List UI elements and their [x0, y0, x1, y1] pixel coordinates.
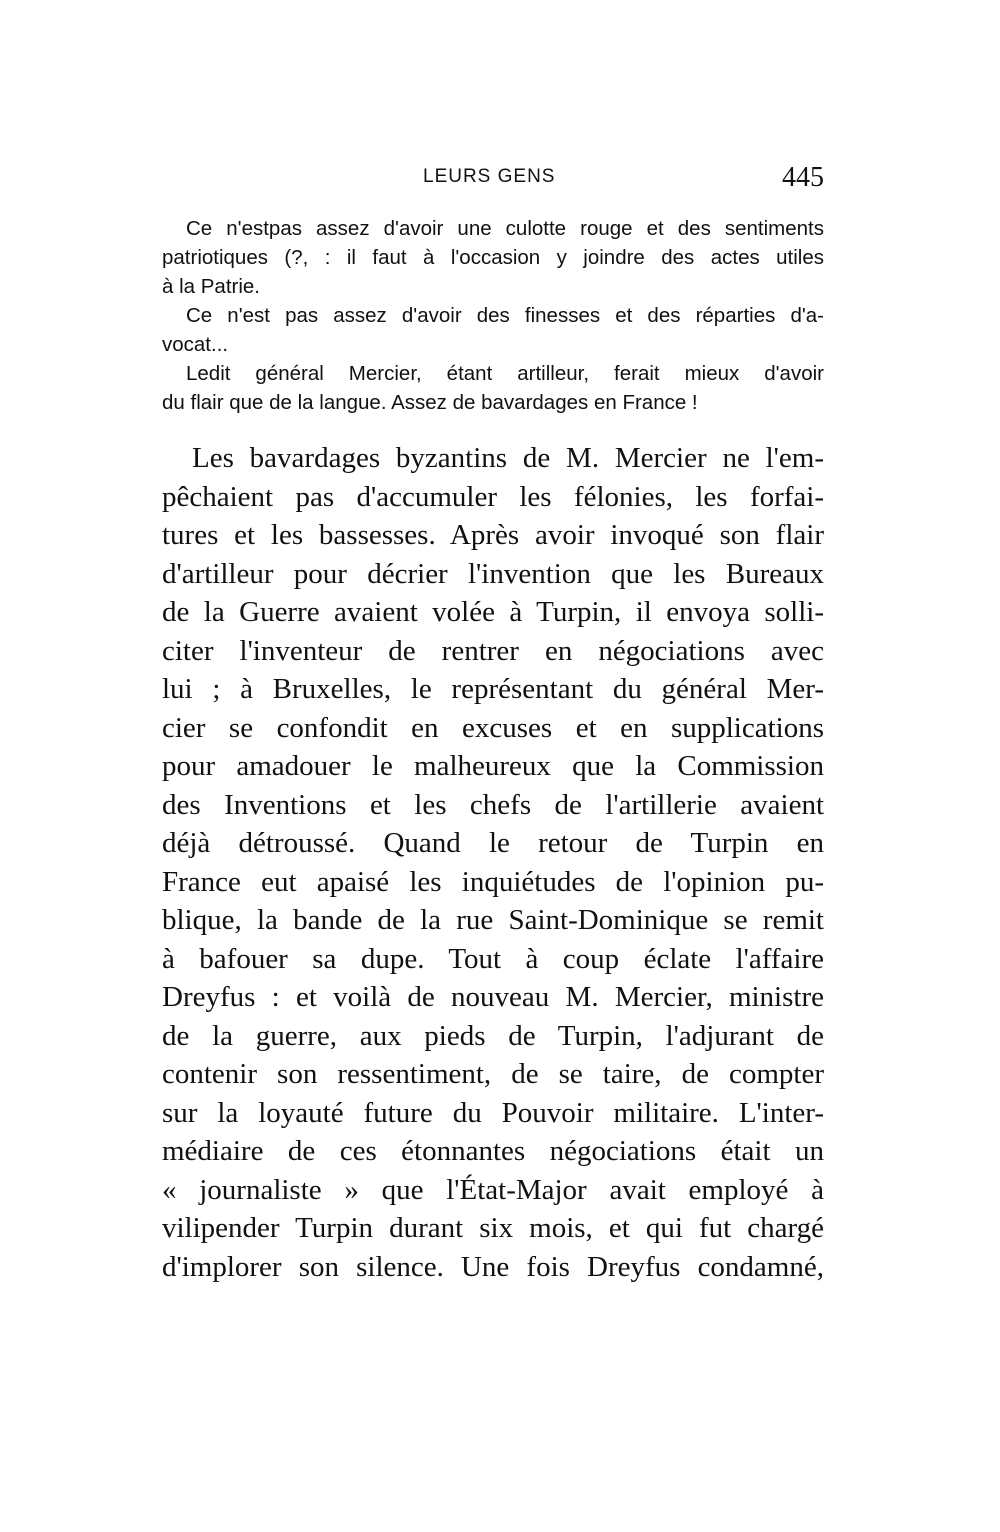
body-line: médiaire de ces étonnantes négociations était un: [162, 1135, 824, 1167]
quote-line: Ce n'estpas assez d'avoir une culotte rouge et des sentiments: [186, 217, 824, 240]
body-line: sur la loyauté future du Pouvoir militaire. L'inter-: [162, 1096, 824, 1129]
book-page: [162, 160, 824, 1286]
body-line: à bafouer sa dupe. Tout à coup éclate l'affaire: [162, 942, 824, 975]
body-line: Dreyfus : et voilà de nouveau M. Mercier, ministre: [162, 981, 824, 1013]
body-line: des Inventions et les chefs de l'artillerie avaient: [162, 788, 824, 821]
quote-line: vocat...: [162, 333, 229, 356]
quoted-passage: [162, 214, 824, 417]
quote-line: à la Patrie.: [162, 275, 260, 298]
body-line: France eut apaisé les inquiétudes de l'opinion pu-: [162, 865, 824, 898]
body-line: blique, la bande de la rue Saint-Dominique se remit: [162, 904, 824, 936]
page-number: 445: [782, 162, 824, 193]
body-line: contenir son ressentiment, de se taire, de compter: [162, 1058, 824, 1090]
body-line: déjà détroussé. Quand le retour de Turpin en: [162, 827, 824, 859]
quote-line: patriotiques (?, : il faut à l'occasion y joindre des actes utiles: [162, 246, 824, 269]
body-line: vilipender Turpin durant six mois, et qui fut chargé: [162, 1212, 824, 1244]
body-line: d'artilleur pour décrier l'invention que les Bureaux: [162, 557, 824, 590]
running-head: [162, 160, 824, 200]
quote-line: du flair que de la langue. Assez de bavardages en France !: [162, 391, 698, 414]
body-line: pêchaient pas d'accumuler les félonies, les forfai-: [162, 480, 824, 513]
body-line: « journaliste » que l'État-Major avait employé à: [162, 1173, 824, 1206]
quote-line: Ledit général Mercier, étant artilleur, ferait mieux d'avoir: [186, 362, 824, 385]
body-line: d'implorer son silence. Une fois Dreyfus condamné,: [162, 1250, 824, 1283]
quote-line: Ce n'est pas assez d'avoir des finesses et des réparties d'a-: [186, 304, 824, 327]
body-line: cier se confondit en excuses et en supplications: [162, 711, 824, 744]
body-text: [162, 439, 824, 1286]
running-title: LEURS GENS: [423, 166, 556, 187]
body-line: pour amadouer le malheureux que la Commission: [162, 750, 824, 782]
body-line: citer l'inventeur de rentrer en négociations avec: [162, 634, 824, 667]
body-line: tures et les bassesses. Après avoir invoqué son flair: [162, 519, 824, 551]
body-line: lui ; à Bruxelles, le représentant du général Mer-: [162, 673, 824, 705]
body-line: de la Guerre avaient volée à Turpin, il envoya solli-: [162, 596, 824, 628]
body-line: de la guerre, aux pieds de Turpin, l'adjurant de: [162, 1019, 824, 1052]
body-line: Les bavardages byzantins de M. Mercier ne l'em-: [192, 442, 824, 474]
